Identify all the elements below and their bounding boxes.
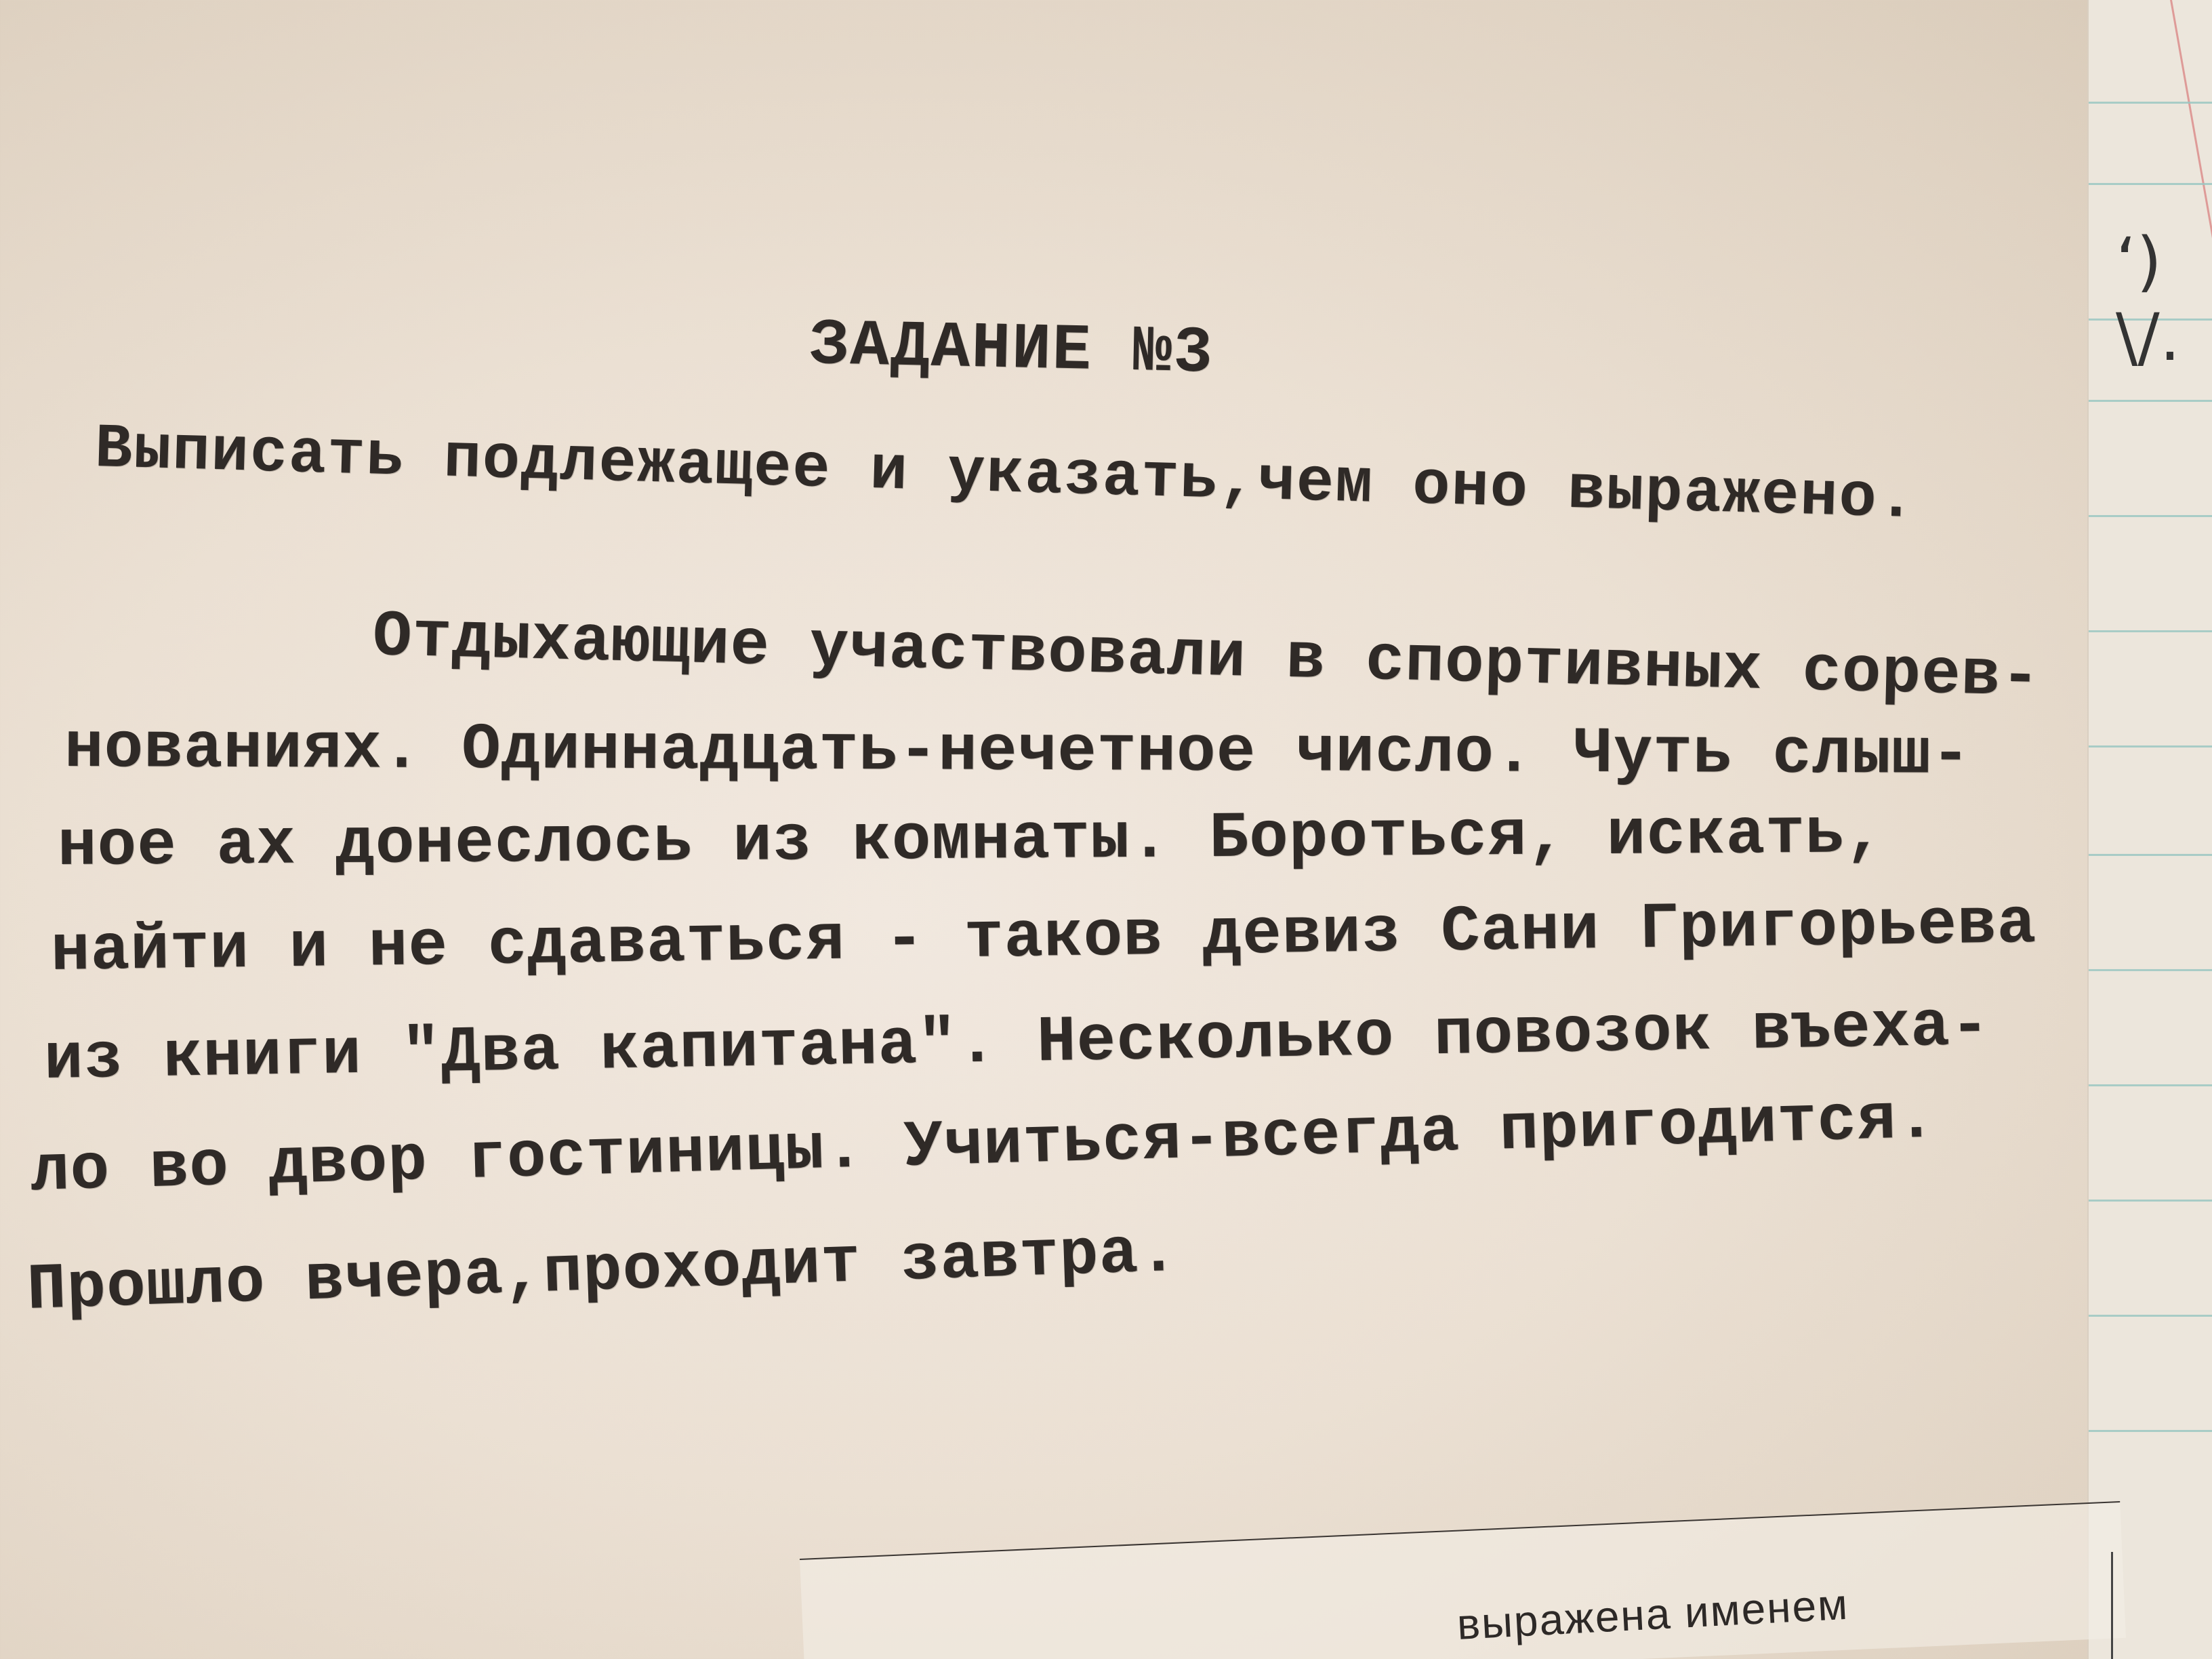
handwritten-mark: ‘) \/.: [2116, 224, 2181, 375]
notebook-rule: [2089, 183, 2212, 185]
text-line-5: из книги "Два капитана". Несколько повозок въеха-: [43, 989, 1991, 1097]
notebook-rule: [2089, 1315, 2212, 1317]
text-line-6: ло во двор гостиницы. Учиться-всегда пригодится.: [29, 1082, 1938, 1209]
notebook-rule: [2089, 102, 2212, 104]
notebook-rule: [2089, 969, 2212, 971]
page-title: ЗАДАНИЕ №3: [808, 308, 1215, 391]
notebook-page-edge: [2087, 0, 2212, 1659]
notebook-rule: [2089, 630, 2212, 632]
text-line-4: найти и не сдаваться - таков девиз Сани Григорьева: [50, 887, 2037, 989]
notebook-rule: [2089, 854, 2212, 856]
text-line-1: Отдыхающие участвовали в спортивных сорев-: [371, 600, 2042, 715]
notebook-rule: [2089, 400, 2212, 402]
notebook-rule: [2089, 515, 2212, 517]
notebook-rule: [2089, 1200, 2212, 1202]
text-line-3: ное ах донеслось из комнаты. Бороться, искать,: [57, 797, 1885, 884]
notebook-rule: [2089, 1430, 2212, 1432]
underlying-page-text: выражена именем: [1456, 1579, 1850, 1649]
notebook-rule: [2089, 745, 2212, 747]
underlying-page-edge: [2111, 1552, 2113, 1659]
text-line-2: нованиях. Одиннадцать-нечетное число. Чуть слыш-: [64, 712, 1971, 792]
notebook-rule: [2089, 1084, 2212, 1086]
text-line-7: Прошло вчера,проходит завтра.: [26, 1215, 1180, 1328]
task-instruction: Выписать подлежащее и указать,чем оно выражено.: [94, 413, 1918, 536]
